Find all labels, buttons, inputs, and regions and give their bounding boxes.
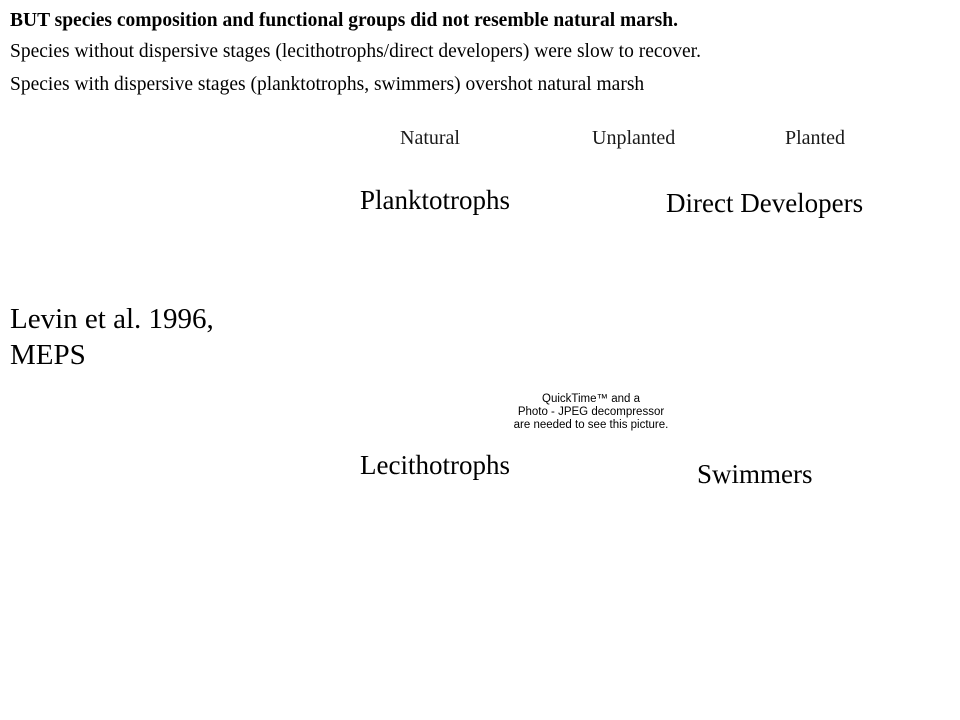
summary-point-overshoot: Species with dispersive stages (planktotrophs, swimmers) overshot natural marsh (10, 74, 645, 95)
placeholder-line-3: are needed to see this picture. (513, 419, 669, 431)
panel-label-swimmers: Swimmers (697, 459, 813, 489)
citation (10, 301, 270, 373)
panel-label-lecithotrophs: Lecithotrophs (360, 450, 510, 480)
column-header-unplanted: Unplanted (592, 127, 676, 149)
panel-label-planktotrophs: Planktotrophs (360, 185, 511, 215)
column-header-natural: Natural (400, 127, 460, 149)
summary-point-slow-recovery: Species without dispersive stages (lecithotrophs/direct developers) were slow to recover. (10, 41, 701, 62)
placeholder-line-2: Photo - JPEG decompressor (517, 406, 665, 418)
panel-label-direct-developers: Direct Developers (666, 188, 864, 218)
column-header-planted: Planted (785, 127, 845, 149)
summary-heading: BUT species composition and functional groups did not resemble natural marsh. (10, 10, 678, 31)
missing-image-placeholder (498, 393, 684, 432)
citation-authors: Levin et al. 1996, (10, 303, 214, 335)
citation-journal: MEPS (10, 339, 86, 371)
placeholder-line-1: QuickTime™ and a (542, 393, 640, 405)
